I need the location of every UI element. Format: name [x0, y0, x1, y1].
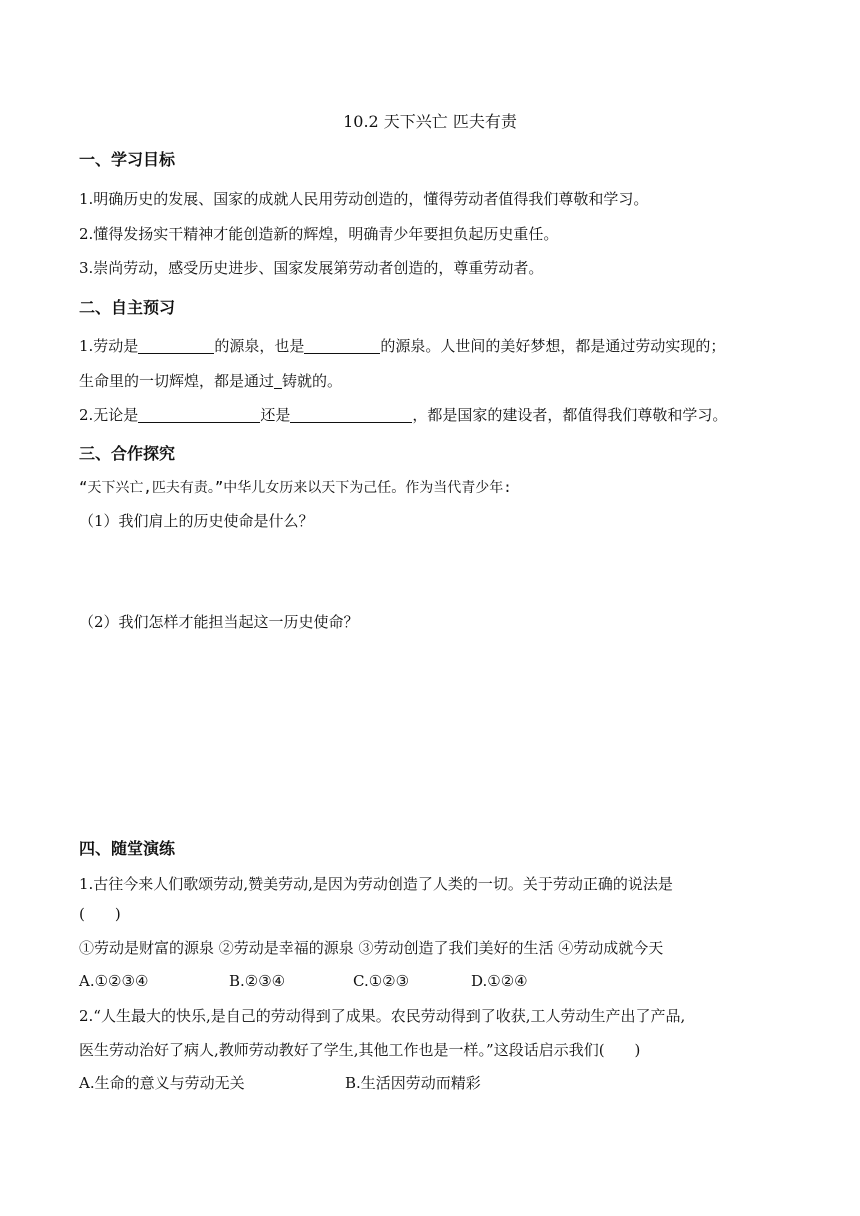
preview-q1-text-b: 的源泉，也是 — [214, 337, 305, 355]
option-d[interactable]: D.①②④ — [471, 972, 528, 990]
explore-quote: “天下兴亡,匹夫有责。”中华儿女历来以天下为己任。作为当代青少年: — [79, 480, 512, 496]
goal-item-2: 2.懂得发扬实干精神才能创造新的辉煌，明确青少年要担负起历史重任。 — [79, 225, 559, 243]
practice-question-2-line-1: 2.“人生最大的快乐,是自己的劳动得到了成果。农民劳动得到了收获,工人劳动生产出了产品, — [79, 1007, 686, 1025]
practice-question-1-options — [79, 971, 528, 991]
preview-q1-text-d: 生命里的一切辉煌，都是通过 — [79, 372, 275, 390]
page-title: 10.2 天下兴亡 匹夫有责 — [343, 112, 517, 131]
option-b[interactable]: B.②③④ — [229, 972, 286, 990]
explore-question-1: （1）我们肩上的历史使命是什么？ — [79, 512, 314, 530]
section-heading-goals: 一、学习目标 — [79, 150, 176, 169]
option-b[interactable]: B.生活因劳动而精彩 — [345, 1074, 481, 1092]
preview-q1-text-e: 铸就的。 — [282, 372, 343, 390]
goal-item-3: 3.崇尚劳动，感受历史进步、国家发展第劳动者创造的，尊重劳动者。 — [79, 259, 544, 277]
practice-question-2-line-2: 医生劳动治好了病人,教师劳动教好了学生,其他工作也是一样。”这段话启示我们( ) — [79, 1041, 641, 1059]
section-heading-preview: 二、自主预习 — [79, 298, 176, 317]
preview-q2-text-c: ，都是国家的建设者，都值得我们尊敬和学习。 — [412, 406, 728, 424]
fill-blank[interactable] — [290, 406, 412, 423]
preview-q1-text-c: 的源泉。人世间的美好梦想，都是通过劳动实现的； — [380, 337, 726, 355]
practice-question-1-statements: ①劳动是财富的源泉 ②劳动是幸福的源泉 ③劳动创造了我们美好的生活 ④劳动成就今天 — [79, 939, 664, 957]
goal-item-1: 1.明确历史的发展、国家的成就人民用劳动创造的，懂得劳动者值得我们尊敬和学习。 — [79, 190, 649, 208]
preview-question-1-line-2 — [79, 371, 342, 391]
fill-blank[interactable] — [138, 337, 214, 354]
section-heading-practice: 四、随堂演练 — [79, 839, 176, 858]
section-heading-explore: 三、合作探究 — [79, 444, 176, 463]
preview-question-2 — [79, 405, 727, 425]
option-a[interactable]: A.①②③④ — [79, 972, 149, 990]
explore-question-2: （2）我们怎样才能担当起这一历史使命？ — [79, 613, 359, 631]
option-c[interactable]: C.①②③ — [353, 972, 410, 990]
practice-question-1-line-1: 1.古往今来人们歌颂劳动,赞美劳动,是因为劳动创造了人类的一切。关于劳动正确的说法是 — [79, 875, 673, 893]
preview-q2-text-b: 还是 — [260, 406, 291, 424]
preview-q2-text-a: 2.无论是 — [79, 406, 139, 424]
fill-blank[interactable] — [274, 374, 282, 389]
preview-question-1-line-1 — [79, 336, 725, 356]
fill-blank[interactable] — [304, 337, 380, 354]
practice-question-2-options — [79, 1073, 481, 1093]
option-a[interactable]: A.生命的意义与劳动无关 — [79, 1074, 245, 1092]
preview-q1-text-a: 1.劳动是 — [79, 337, 139, 355]
fill-blank[interactable] — [138, 406, 260, 423]
practice-question-1-line-2: ( ) — [79, 905, 121, 923]
